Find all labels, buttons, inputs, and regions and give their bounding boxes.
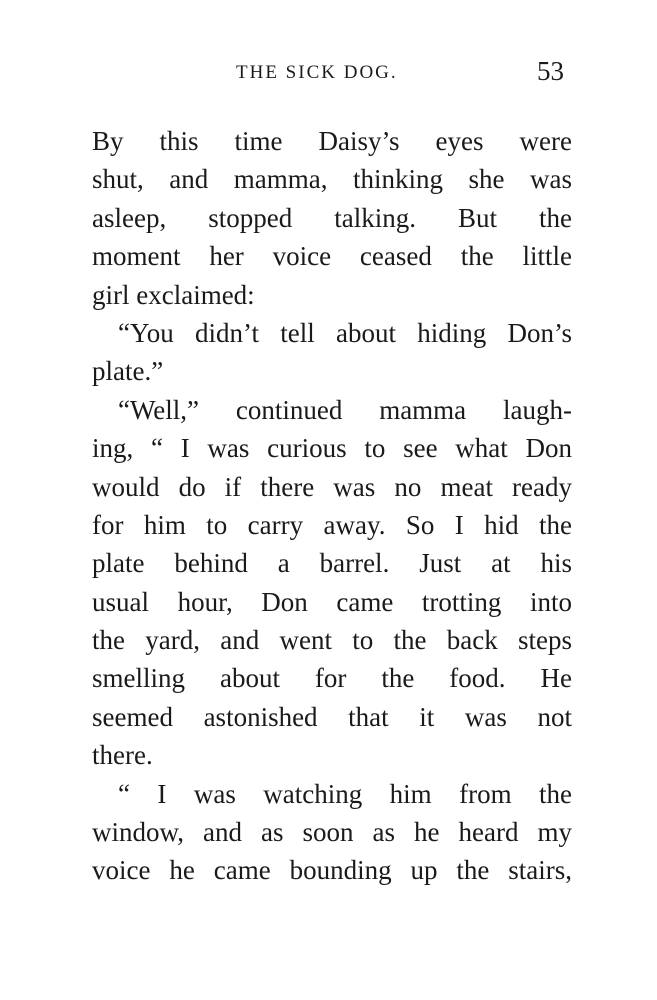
text-line: moment her voice ceased the little (92, 241, 572, 272)
page-number: 53 (537, 56, 564, 86)
text-line: “ I was watching him from the (118, 778, 572, 809)
text-line: usual hour, Don came trotting into (92, 586, 572, 617)
text-line: the yard, and went to the back steps (92, 625, 572, 656)
text-line: plate behind a barrel. Just at his (92, 548, 572, 579)
text-line: smelling about for the food. He (92, 663, 572, 694)
running-title: THE SICK DOG. (236, 62, 398, 83)
text-line: shut, and mamma, thinking she was (92, 164, 572, 195)
text-line: voice he came bounding up the stairs, (92, 855, 572, 886)
body-text (92, 122, 572, 890)
text-line: ing, “ I was curious to see what Don (92, 433, 572, 464)
text-line: By this time Daisy’s eyes were (92, 126, 572, 156)
page-header (0, 56, 657, 92)
text-line: window, and as soon as he heard my (92, 817, 572, 848)
text-line: girl exclaimed: (92, 279, 255, 310)
text-line: seemed astonished that it was not (92, 701, 572, 732)
text-line: “You didn’t tell about hiding Don’s (118, 317, 572, 348)
text-line: would do if there was no meat ready (92, 471, 572, 502)
text-line: there. (92, 740, 153, 771)
text-line: “Well,” continued mamma laugh- (118, 394, 572, 425)
text-line: plate.” (92, 356, 164, 387)
text-line: for him to carry away. So I hid the (92, 509, 572, 540)
text-line: asleep, stopped talking. But the (92, 202, 572, 233)
